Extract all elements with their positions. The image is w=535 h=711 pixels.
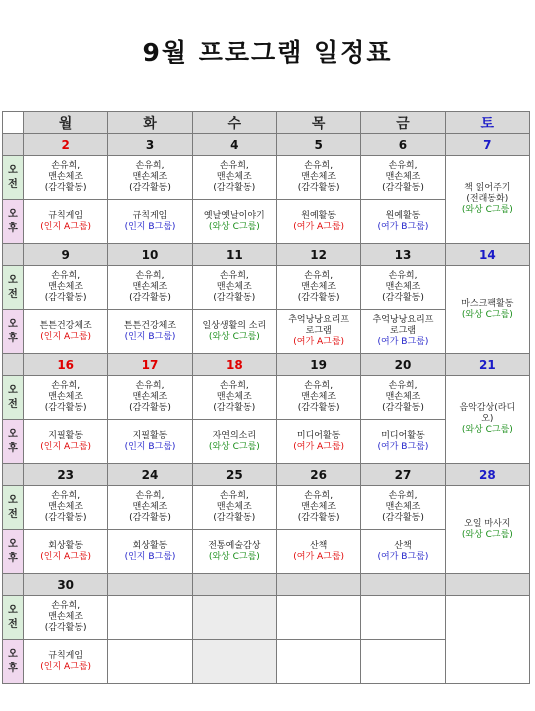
pm-activity-cell xyxy=(276,530,360,574)
am-activity-cell xyxy=(361,156,445,200)
am-label xyxy=(3,156,24,200)
am-row xyxy=(3,266,530,310)
date-cell: 30 xyxy=(24,574,108,596)
activity-line: 손유희, xyxy=(135,271,165,281)
activity-line: (감각활동) xyxy=(382,293,424,303)
am-row xyxy=(3,596,530,640)
am-activity-cell xyxy=(276,486,360,530)
activity-line: (감각활동) xyxy=(297,513,340,523)
pm-activity-cell xyxy=(361,530,445,574)
group-label: (여가 A그룹) xyxy=(293,221,345,232)
date-cell xyxy=(108,574,192,596)
date-cell: 12 xyxy=(276,244,360,266)
header-corner xyxy=(3,112,24,134)
group-label: (여가 B그룹) xyxy=(377,337,429,347)
weekday-header: 목 xyxy=(276,112,360,134)
pm-activity-cell xyxy=(192,640,276,684)
saturday-activity-cell xyxy=(445,156,529,244)
activity-line: 손유희, xyxy=(219,491,249,501)
activity-line: 미디어활동 xyxy=(381,430,425,441)
pm-label-char: 오 xyxy=(8,538,18,550)
date-row xyxy=(3,354,530,376)
date-cell: 25 xyxy=(192,464,276,486)
activity-line: 로그램 xyxy=(305,326,332,336)
activity-line: 맨손체조 xyxy=(48,612,84,622)
date-cell: 23 xyxy=(24,464,108,486)
activity-line: 옛날옛날이야기 xyxy=(203,210,265,221)
am-label-char: 전 xyxy=(8,508,18,520)
saturday-activity-line: (전래동화) xyxy=(466,194,509,204)
schedule-table xyxy=(2,111,530,684)
pm-activity-cell xyxy=(361,420,445,464)
date-cell: 16 xyxy=(24,354,108,376)
am-activity-cell xyxy=(276,596,360,640)
date-cell: 2 xyxy=(24,134,108,156)
weekday-header: 화 xyxy=(108,112,192,134)
activity-line: 회상활동 xyxy=(48,540,84,551)
am-row xyxy=(3,156,530,200)
am-activity-cell xyxy=(192,266,276,310)
pm-label-char: 오 xyxy=(8,208,18,220)
pm-activity-cell xyxy=(276,420,360,464)
saturday-group-label: (와상 C그룹) xyxy=(461,205,513,215)
activity-line: 맨손체조 xyxy=(132,172,168,182)
date-cell: 6 xyxy=(361,134,445,156)
pm-activity-cell xyxy=(24,200,108,244)
pm-label xyxy=(3,420,24,464)
activity-line: (감각활동) xyxy=(44,403,87,413)
date-cell: 19 xyxy=(276,354,360,376)
date-cell: 9 xyxy=(24,244,108,266)
pm-activity-cell xyxy=(192,200,276,244)
page-title: 9월 프로그램 일정표 xyxy=(142,38,393,67)
date-row xyxy=(3,244,530,266)
activity-line: 추억낭낭요리프 xyxy=(372,315,434,325)
am-label xyxy=(3,486,24,530)
am-label-char: 오 xyxy=(8,164,18,176)
am-activity-cell xyxy=(24,486,108,530)
activity-line: 손유희, xyxy=(135,161,165,171)
pm-activity-cell xyxy=(108,200,192,244)
date-row-corner xyxy=(3,354,24,376)
activity-line: (감각활동) xyxy=(297,293,340,303)
am-activity-cell xyxy=(192,596,276,640)
group-label: (여가 A그룹) xyxy=(293,441,345,452)
group-label: (인지 A그룹) xyxy=(40,331,92,342)
activity-line: 맨손체조 xyxy=(301,282,337,292)
group-label: (와상 C그룹) xyxy=(208,441,260,452)
am-label-char: 전 xyxy=(8,398,18,410)
weekday-header: 토 xyxy=(445,112,529,134)
activity-line: 맨손체조 xyxy=(385,172,421,182)
activity-line: 규칙게임 xyxy=(132,210,168,221)
am-label-char: 전 xyxy=(8,618,18,630)
am-activity-cell xyxy=(24,596,108,640)
pm-activity-cell xyxy=(192,530,276,574)
date-cell: 11 xyxy=(192,244,276,266)
activity-line: 맨손체조 xyxy=(385,502,421,512)
activity-line: (감각활동) xyxy=(213,513,256,523)
activity-line: 튼튼건강체조 xyxy=(39,320,92,331)
am-label xyxy=(3,266,24,310)
pm-label-char: 오 xyxy=(8,648,18,660)
pm-label xyxy=(3,640,24,684)
activity-line: 손유희, xyxy=(135,381,165,391)
weekday-header: 수 xyxy=(192,112,276,134)
date-row-corner xyxy=(3,134,24,156)
activity-line: 손유희, xyxy=(388,381,418,391)
activity-line: (감각활동) xyxy=(44,513,87,523)
date-cell xyxy=(445,574,529,596)
saturday-activity-line: 오) xyxy=(481,414,494,424)
am-activity-cell xyxy=(361,596,445,640)
date-cell: 24 xyxy=(108,464,192,486)
activity-line: 미디어활동 xyxy=(296,430,341,441)
date-row xyxy=(3,464,530,486)
saturday-group-label: (와상 C그룹) xyxy=(461,529,513,540)
activity-line: 자연의소리 xyxy=(212,430,257,441)
pm-label xyxy=(3,200,24,244)
am-activity-cell xyxy=(276,266,360,310)
saturday-activity-cell xyxy=(445,376,529,464)
activity-line: 맨손체조 xyxy=(301,502,337,512)
am-activity-cell xyxy=(276,156,360,200)
am-activity-cell xyxy=(108,486,192,530)
pm-activity-cell xyxy=(24,420,108,464)
activity-line: 손유희, xyxy=(51,491,81,501)
pm-activity-cell xyxy=(24,310,108,354)
pm-activity-cell xyxy=(361,200,445,244)
pm-label xyxy=(3,310,24,354)
am-activity-cell xyxy=(361,266,445,310)
am-activity-cell xyxy=(24,266,108,310)
group-label: (인지 A그룹) xyxy=(40,221,92,232)
date-cell: 14 xyxy=(445,244,529,266)
date-cell: 7 xyxy=(445,134,529,156)
activity-line: (감각활동) xyxy=(382,403,424,413)
group-label: (여가 A그룹) xyxy=(293,551,345,562)
group-label: (여가 B그룹) xyxy=(377,221,429,232)
pm-label-char: 후 xyxy=(8,222,18,234)
activity-line: 튼튼건강체조 xyxy=(123,320,177,331)
am-activity-cell xyxy=(108,596,192,640)
am-activity-cell xyxy=(108,376,192,420)
saturday-activity-line: 오일 마사지 xyxy=(464,518,511,529)
date-row xyxy=(3,574,530,596)
pm-activity-cell xyxy=(108,310,192,354)
activity-line: 산책 xyxy=(309,540,328,551)
activity-line: 맨손체조 xyxy=(48,502,84,512)
weekday-header: 금 xyxy=(361,112,445,134)
activity-line: 산책 xyxy=(394,540,412,551)
date-cell: 5 xyxy=(276,134,360,156)
activity-line: 원예활동 xyxy=(301,210,337,221)
activity-line: 손유희, xyxy=(51,161,81,171)
date-cell: 27 xyxy=(361,464,445,486)
am-label-char: 전 xyxy=(8,288,18,300)
pm-activity-cell xyxy=(276,310,360,354)
activity-line: (감각활동) xyxy=(44,183,87,193)
am-label-char: 오 xyxy=(8,494,18,506)
activity-line: 손유희, xyxy=(51,271,81,281)
group-label: (인지 A그룹) xyxy=(40,661,92,672)
date-cell: 10 xyxy=(108,244,192,266)
activity-line: 맨손체조 xyxy=(301,392,337,402)
group-label: (여가 B그룹) xyxy=(377,551,429,562)
group-label: (인지 B그룹) xyxy=(124,551,176,562)
activity-line: (감각활동) xyxy=(213,183,256,193)
pm-activity-cell xyxy=(108,530,192,574)
pm-activity-cell xyxy=(361,640,445,684)
saturday-group-label: (와상 C그룹) xyxy=(461,425,513,435)
am-activity-cell xyxy=(276,376,360,420)
pm-activity-cell xyxy=(361,310,445,354)
am-activity-cell xyxy=(108,266,192,310)
activity-line: (감각활동) xyxy=(213,293,256,303)
am-activity-cell xyxy=(192,156,276,200)
group-label: (와상 C그룹) xyxy=(208,331,260,342)
activity-line: 손유희, xyxy=(51,601,81,611)
activity-line: 손유희, xyxy=(219,381,249,391)
date-cell xyxy=(192,574,276,596)
activity-line: (감각활동) xyxy=(129,403,171,413)
activity-line: 지필활동 xyxy=(48,430,84,441)
group-label: (인지 B그룹) xyxy=(124,221,176,232)
saturday-activity-line: 마스크팩활동 xyxy=(461,298,514,309)
saturday-activity-cell xyxy=(445,486,529,574)
activity-line: 손유희, xyxy=(135,491,165,501)
am-activity-cell xyxy=(24,156,108,200)
activity-line: (감각활동) xyxy=(297,403,340,413)
activity-line: 맨손체조 xyxy=(48,282,84,292)
activity-line: 맨손체조 xyxy=(216,502,252,512)
weekday-header-row xyxy=(3,112,530,134)
am-row xyxy=(3,486,530,530)
activity-line: 손유희, xyxy=(51,381,81,391)
date-row-corner xyxy=(3,574,24,596)
pm-activity-cell xyxy=(24,640,108,684)
activity-line: 전통예술감상 xyxy=(208,540,261,551)
am-label-char: 오 xyxy=(8,384,18,396)
activity-line: (감각활동) xyxy=(129,513,171,523)
am-label-char: 오 xyxy=(8,604,18,616)
activity-line: 원예활동 xyxy=(385,210,421,221)
group-label: (인지 B그룹) xyxy=(124,441,176,452)
am-row xyxy=(3,376,530,420)
date-cell xyxy=(361,574,445,596)
am-label-char: 오 xyxy=(8,274,18,286)
activity-line: 손유희, xyxy=(388,271,418,281)
pm-activity-cell xyxy=(108,420,192,464)
activity-line: (감각활동) xyxy=(382,183,424,193)
activity-line: 규칙게임 xyxy=(48,210,84,221)
activity-line: 손유희, xyxy=(304,381,334,391)
pm-activity-cell xyxy=(276,640,360,684)
date-cell: 28 xyxy=(445,464,529,486)
pm-label-char: 후 xyxy=(8,552,18,564)
pm-activity-cell xyxy=(108,640,192,684)
activity-line: 맨손체조 xyxy=(132,502,168,512)
saturday-activity-line: 음악감상(라디 xyxy=(459,403,516,413)
am-activity-cell xyxy=(108,156,192,200)
am-activity-cell xyxy=(192,376,276,420)
activity-line: 회상활동 xyxy=(132,540,168,551)
activity-line: (감각활동) xyxy=(44,293,87,303)
am-label-char: 전 xyxy=(8,178,18,190)
weekday-header: 월 xyxy=(24,112,108,134)
activity-line: 손유희, xyxy=(219,161,249,171)
am-label xyxy=(3,376,24,420)
activity-line: 맨손체조 xyxy=(48,392,84,402)
saturday-group-label: (와상 C그룹) xyxy=(461,309,513,320)
saturday-activity-cell xyxy=(445,266,529,354)
date-row xyxy=(3,134,530,156)
group-label: (와상 C그룹) xyxy=(208,221,260,232)
activity-line: (감각활동) xyxy=(213,403,256,413)
date-cell: 26 xyxy=(276,464,360,486)
activity-line: (감각활동) xyxy=(382,513,424,523)
pm-label-char: 후 xyxy=(8,332,18,344)
date-row-corner xyxy=(3,244,24,266)
pm-label-char: 오 xyxy=(8,428,18,440)
activity-line: 로그램 xyxy=(389,326,417,336)
activity-line: (감각활동) xyxy=(129,293,171,303)
pm-label-char: 후 xyxy=(8,662,18,674)
date-cell: 4 xyxy=(192,134,276,156)
pm-activity-cell xyxy=(192,420,276,464)
date-cell: 17 xyxy=(108,354,192,376)
activity-line: (감각활동) xyxy=(129,183,171,193)
group-label: (여가 A그룹) xyxy=(293,337,345,347)
activity-line: (감각활동) xyxy=(297,183,340,193)
group-label: (인지 A그룹) xyxy=(40,441,92,452)
activity-line: 추억낭낭요리프 xyxy=(288,315,350,325)
activity-line: 손유희, xyxy=(304,271,334,281)
group-label: (인지 A그룹) xyxy=(40,551,92,562)
activity-line: 맨손체조 xyxy=(132,392,168,402)
activity-line: 맨손체조 xyxy=(48,172,84,182)
date-cell: 13 xyxy=(361,244,445,266)
date-cell xyxy=(276,574,360,596)
activity-line: 맨손체조 xyxy=(132,282,168,292)
activity-line: 맨손체조 xyxy=(216,282,252,292)
activity-line: 손유희, xyxy=(304,161,334,171)
activity-line: 손유희, xyxy=(219,271,249,281)
date-cell: 18 xyxy=(192,354,276,376)
activity-line: 맨손체조 xyxy=(216,392,252,402)
date-cell: 20 xyxy=(361,354,445,376)
pm-activity-cell xyxy=(24,530,108,574)
pm-label xyxy=(3,530,24,574)
pm-label-char: 후 xyxy=(8,442,18,454)
group-label: (인지 B그룹) xyxy=(124,331,176,342)
group-label: (여가 B그룹) xyxy=(377,441,429,452)
activity-line: 규칙게임 xyxy=(48,650,84,661)
activity-line: 맨손체조 xyxy=(301,172,337,182)
activity-line: 손유희, xyxy=(388,491,418,501)
pm-activity-cell xyxy=(276,200,360,244)
date-cell: 3 xyxy=(108,134,192,156)
group-label: (와상 C그룹) xyxy=(208,551,260,562)
activity-line: 맨손체조 xyxy=(385,392,421,402)
date-row-corner xyxy=(3,464,24,486)
date-cell: 21 xyxy=(445,354,529,376)
am-label xyxy=(3,596,24,640)
activity-line: 손유희, xyxy=(388,161,418,171)
activity-line: 맨손체조 xyxy=(385,282,421,292)
activity-line: 손유희, xyxy=(304,491,334,501)
activity-line: 일상생활의 소리 xyxy=(202,320,267,331)
saturday-activity-cell xyxy=(445,596,529,684)
activity-line: (감각활동) xyxy=(44,623,87,633)
am-activity-cell xyxy=(361,486,445,530)
am-activity-cell xyxy=(24,376,108,420)
saturday-activity-line: 책 읽어주기 xyxy=(464,183,511,193)
pm-activity-cell xyxy=(192,310,276,354)
activity-line: 맨손체조 xyxy=(216,172,252,182)
activity-line: 지필활동 xyxy=(132,430,168,441)
pm-label-char: 오 xyxy=(8,318,18,330)
am-activity-cell xyxy=(361,376,445,420)
am-activity-cell xyxy=(192,486,276,530)
